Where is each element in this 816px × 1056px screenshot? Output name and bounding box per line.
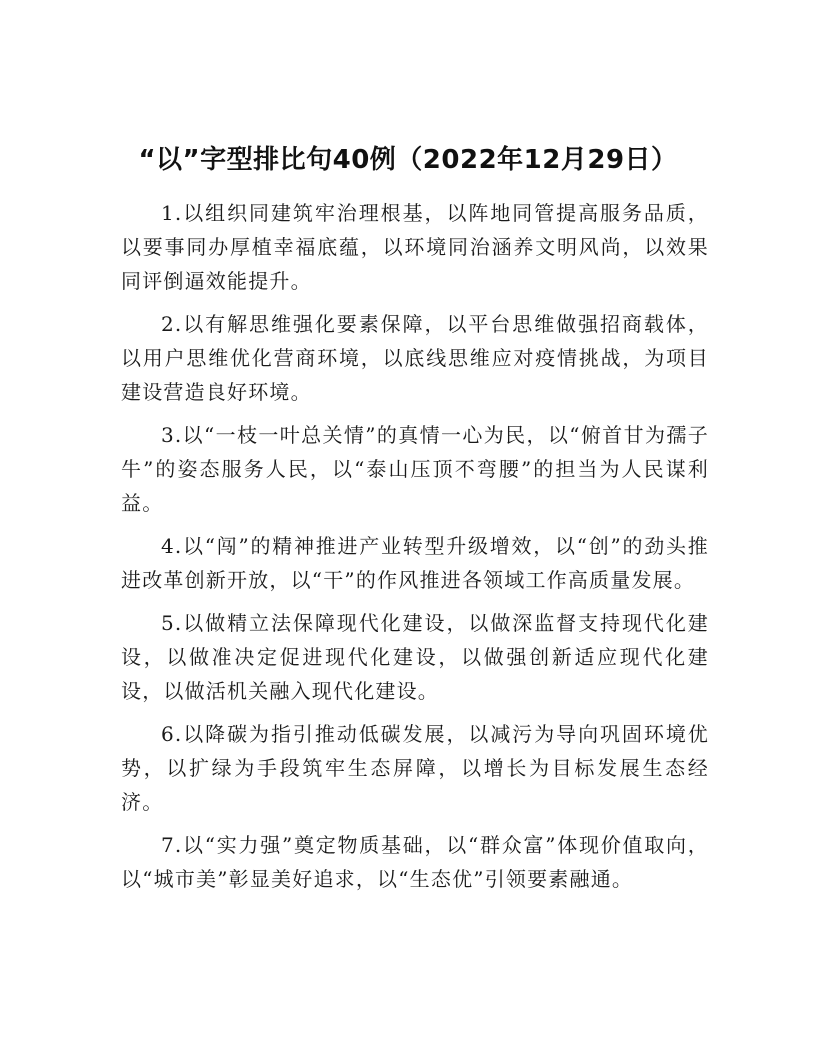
document-title: “以”字型排比句40例（2022年12月29日） xyxy=(138,145,678,175)
paragraph-2: 2.以有解思维强化要素保障，以平台思维做强招商载体，以用户思维优化营商环境，以底线思维应对疫情挑战，为项目建设营造良好环境。 xyxy=(121,312,709,404)
document-body xyxy=(121,196,709,905)
paragraph-3: 3.以“一枝一叶总关情”的真情一心为民，以“俯首甘为孺子牛”的姿态服务人民，以“泰山压顶不弯腰”的担当为人民谋利益。 xyxy=(121,423,709,515)
paragraph-1: 1.以组织同建筑牢治理根基，以阵地同管提高服务品质，以要事同办厚植幸福底蕴，以环境同治涵养文明风尚，以效果同评倒逼效能提升。 xyxy=(121,201,709,293)
paragraph-4: 4.以“闯”的精神推进产业转型升级增效，以“创”的劲头推进改革创新开放，以“干”的作风推进各领域工作高质量发展。 xyxy=(121,534,709,592)
paragraph-5: 5.以做精立法保障现代化建设，以做深监督支持现代化建设，以做准决定促进现代化建设，以做强创新适应现代化建设，以做活机关融入现代化建设。 xyxy=(121,611,709,703)
paragraph-7: 7.以“实力强”奠定物质基础，以“群众富”体现价值取向，以“城市美”彰显美好追求，以“生态优”引领要素融通。 xyxy=(121,833,709,891)
paragraph-6: 6.以降碳为指引推动低碳发展，以减污为导向巩固环境优势，以扩绿为手段筑牢生态屏障，以增长为目标发展生态经济。 xyxy=(121,722,709,814)
